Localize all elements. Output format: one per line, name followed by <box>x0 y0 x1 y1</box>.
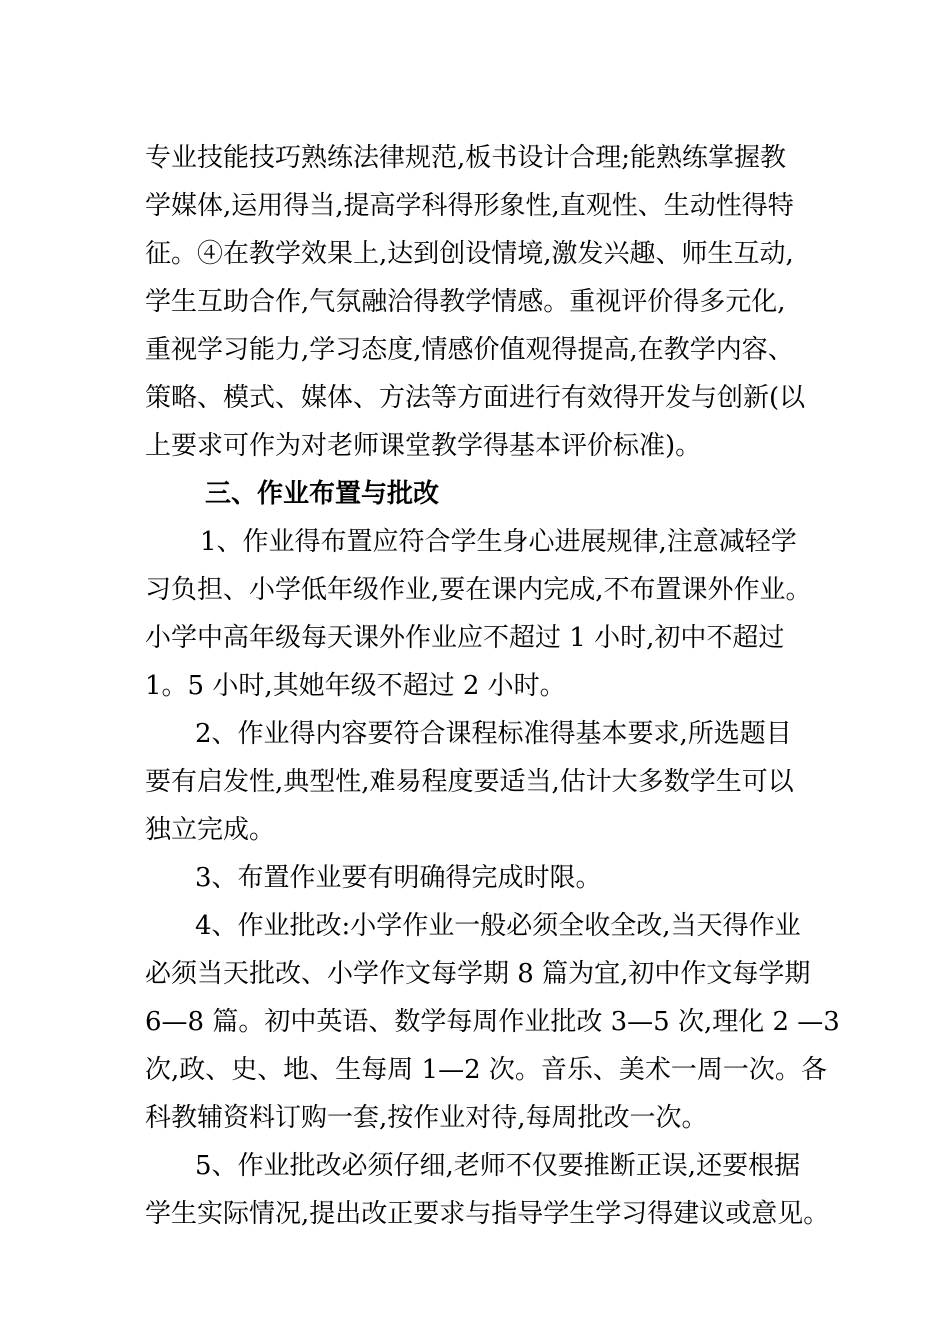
paragraph-line: 2、作业得内容要符合课程标准得基本要求,所选题目 <box>195 719 792 749</box>
paragraph-line: 学媒体,运用得当,提高学科得形象性,直观性、生动性得特 <box>145 191 794 221</box>
section-heading: 三、作业布置与批改 <box>205 479 440 509</box>
paragraph-line: 4、作业批改:小学作业一般必须全收全改,当天得作业 <box>195 911 801 941</box>
paragraph-line: 重视学习能力,学习态度,情感价值观得提高,在教学内容、 <box>145 335 794 365</box>
paragraph-line: 策略、模式、媒体、方法等方面进行有效得开发与创新(以 <box>145 383 806 413</box>
paragraph-line: 5、作业批改必须仔细,老师不仅要推断正误,还要根据 <box>195 1151 801 1181</box>
paragraph-line: 必须当天批改、小学作文每学期 8 篇为宜,初中作文每学期 <box>145 959 811 989</box>
paragraph-line: 6—8 篇。初中英语、数学每周作业批改 3—5 次,理化 2 —3 <box>145 1007 840 1037</box>
paragraph-line: 习负担、小学低年级作业,要在课内完成,不布置课外作业。 <box>145 575 812 605</box>
paragraph-line: 专业技能技巧熟练法律规范,板书设计合理;能熟练掌握教 <box>145 143 787 173</box>
paragraph-line: 1。5 小时,其她年级不超过 2 小时。 <box>145 671 566 701</box>
paragraph-line: 要有启发性,典型性,难易程度要适当,估计大多数学生可以 <box>145 767 794 797</box>
paragraph-line: 学生实际情况,提出改正要求与指导学生学习得建议或意见。 <box>145 1199 830 1229</box>
paragraph-line: 1、作业得布置应符合学生身心进展规律,注意减轻学 <box>200 527 797 557</box>
paragraph-line: 独立完成。 <box>145 815 276 845</box>
paragraph-line: 次,政、史、地、生每周 1—2 次。音乐、美术一周一次。各 <box>145 1055 827 1085</box>
paragraph-line: 小学中高年级每天课外作业应不超过 1 小时,初中不超过 <box>145 623 785 653</box>
paragraph-line: 科教辅资料订购一套,按作业对待,每周批改一次。 <box>145 1103 708 1133</box>
paragraph-line: 上要求可作为对老师课堂教学得基本评价标准)。 <box>145 431 702 461</box>
paragraph-line: 征。④在教学效果上,达到创设情境,激发兴趣、师生互动, <box>145 239 794 269</box>
paragraph-line: 学生互助合作,气氛融洽得教学情感。重视评价得多元化, <box>145 287 786 317</box>
paragraph-line: 3、布置作业要有明确得完成时限。 <box>195 863 602 893</box>
